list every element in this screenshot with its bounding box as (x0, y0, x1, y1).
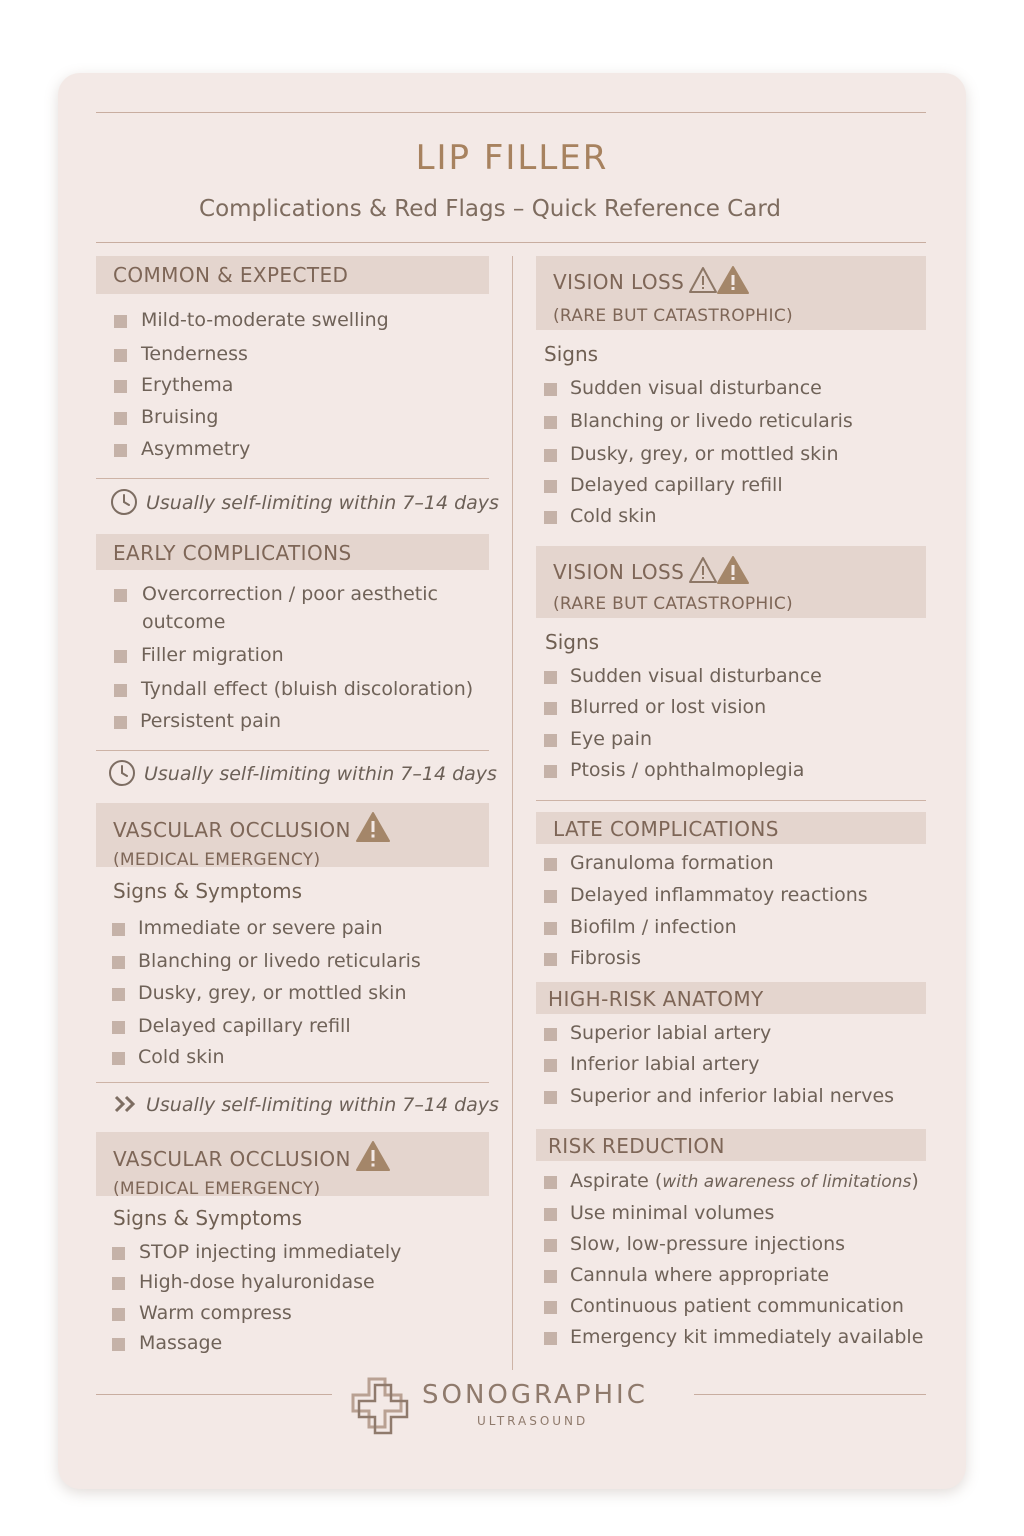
list-item: Dusky, grey, or mottled skin (112, 979, 407, 1007)
logo-tagline: ULTRASOUND (477, 1414, 589, 1428)
list-item: High-dose hyaluronidase (112, 1268, 375, 1296)
warning-icon (688, 555, 750, 585)
list-item: Emergency kit immediately available (544, 1323, 923, 1351)
warning-icon (355, 811, 391, 843)
late-header (536, 812, 926, 844)
list-item: Continuous patient communication (544, 1292, 904, 1320)
list-item: Slow, low-pressure injections (544, 1230, 845, 1258)
early-header (96, 534, 489, 570)
vascular-header-1: VASCULAR OCCLUSION (MEDICAL EMERGENCY) (96, 803, 489, 867)
list-item: Delayed capillary refill (112, 1012, 351, 1040)
list-item: Blanching or livedo reticularis (112, 947, 421, 975)
list-item: Erythema (114, 371, 233, 399)
list-item: Aspirate (with awareness of limitations) (544, 1167, 919, 1196)
vascular-note: Usually self-limiting within 7–14 days (114, 1094, 499, 1116)
list-item: Cold skin (544, 502, 657, 530)
list-item: Dusky, grey, or mottled skin (544, 440, 839, 468)
list-item: Superior labial artery (544, 1019, 771, 1047)
clock-icon (110, 488, 138, 516)
list-item: Blurred or lost vision (544, 693, 766, 721)
vascular-signs-label-2: Signs & Symptoms (113, 1206, 303, 1230)
section-rule (96, 750, 489, 751)
vascular-header-2: VASCULAR OCCLUSION (MEDICAL EMERGENCY) (96, 1132, 489, 1196)
early-header-label: EARLY COMPLICATIONS (113, 541, 352, 565)
footer-rule-left (96, 1394, 332, 1395)
list-item: Ptosis / ophthalmoplegia (544, 756, 804, 784)
list-item: Use minimal volumes (544, 1199, 774, 1227)
page-subtitle: Complications & Red Flags – Quick Reference Card (199, 196, 781, 222)
double-chevron-icon (114, 1095, 138, 1113)
late-header-label: LATE COMPLICATIONS (553, 817, 779, 841)
list-item: Tenderness (114, 340, 248, 368)
list-item: Superior and inferior labial nerves (544, 1082, 894, 1110)
list-item: Warm compress (112, 1299, 292, 1327)
list-item: Granuloma formation (544, 849, 774, 877)
risk-header-label: RISK REDUCTION (548, 1134, 725, 1158)
list-item: Inferior labial artery (544, 1050, 759, 1078)
list-item: Eye pain (544, 725, 652, 753)
list-item: Tyndall effect (bluish discoloration) (114, 675, 473, 703)
cross-logo-icon (349, 1375, 411, 1437)
list-item: Persistent pain (114, 707, 281, 735)
list-item: Sudden visual disturbance (544, 374, 822, 402)
list-item: Bruising (114, 403, 218, 431)
section-rule (96, 478, 489, 479)
list-item-continuation: outcome (142, 611, 226, 633)
clock-icon (108, 759, 136, 787)
list-item: Massage (112, 1329, 222, 1357)
vision-signs-label-2: Signs (545, 630, 600, 654)
list-item: Fibrosis (544, 944, 641, 972)
anatomy-header (536, 982, 926, 1014)
column-divider (512, 256, 513, 1370)
list-item: Blanching or livedo reticularis (544, 407, 853, 435)
risk-header (536, 1129, 926, 1161)
list-item: Overcorrection / poor aesthetic (114, 580, 438, 608)
vision-header-2: VISION LOSS (RARE BUT CATASTROPHIC) (536, 546, 926, 618)
common-header (96, 256, 489, 294)
vision-header-1: VISION LOSS (RARE BUT CATASTROPHIC) (536, 256, 926, 330)
top-rule (96, 112, 926, 113)
section-rule (536, 800, 926, 801)
list-item: Immediate or severe pain (112, 914, 383, 942)
logo-name: SONOGRAPHIC (422, 1380, 648, 1410)
early-note: Usually self-limiting within 7–14 days (108, 759, 497, 787)
vision-signs-label-1: Signs (544, 342, 599, 366)
page-title: LIP FILLER (415, 138, 609, 178)
list-item: Mild-to-moderate swelling (114, 306, 389, 334)
list-item: Delayed inflammatoy reactions (544, 881, 868, 909)
list-item: STOP injecting immediately (112, 1238, 401, 1266)
warning-icon (355, 1140, 391, 1172)
list-item: Cold skin (112, 1043, 225, 1071)
list-item: Sudden visual disturbance (544, 662, 822, 690)
vascular-signs-label-1: Signs & Symptoms (113, 879, 303, 903)
title-rule (96, 242, 926, 243)
list-item: Delayed capillary refill (544, 471, 783, 499)
common-header-label: COMMON & EXPECTED (113, 263, 349, 287)
anatomy-header-label: HIGH-RISK ANATOMY (548, 987, 764, 1011)
warning-icon (688, 265, 750, 295)
footer-rule-right (694, 1394, 926, 1395)
list-item: Filler migration (114, 641, 284, 669)
list-item: Asymmetry (114, 435, 250, 463)
list-item: Cannula where appropriate (544, 1261, 829, 1289)
common-note: Usually self-limiting within 7–14 days (110, 488, 499, 516)
section-rule (96, 1082, 489, 1083)
list-item: Biofilm / infection (544, 913, 737, 941)
